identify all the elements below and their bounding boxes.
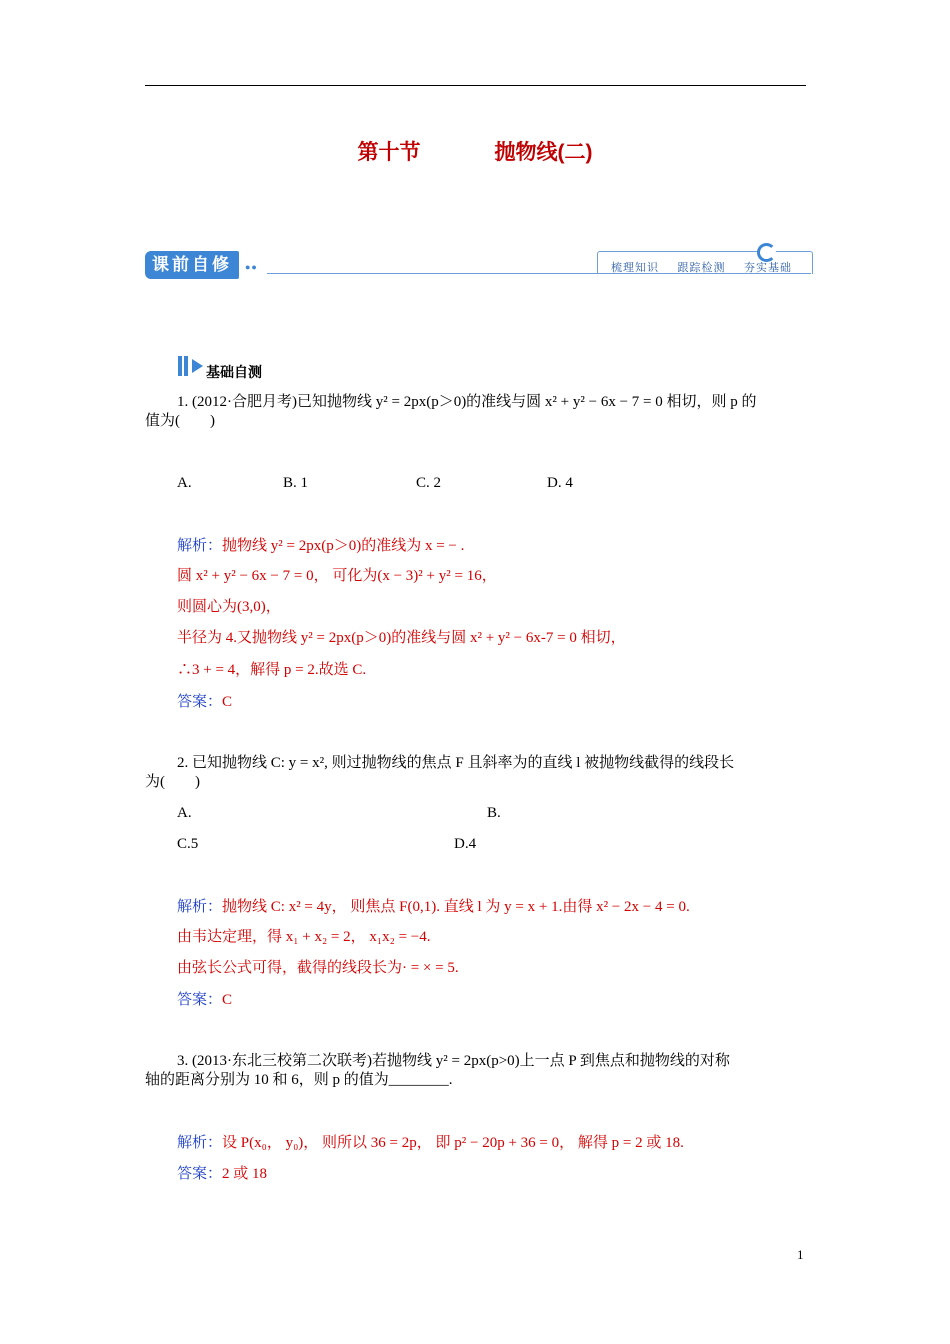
section-label: 基础自测: [206, 365, 262, 381]
banner-badge: 课前自修: [145, 251, 239, 279]
title-section: 第十节: [357, 141, 421, 164]
page-title: [0, 136, 950, 166]
q1-answer-label: 答案：: [177, 692, 223, 710]
q1-stem-line1: 1. (2012·合肥月考)已知抛物线 y² = 2px(p＞0)的准线与圆 x² + y² − 6x − 7 = 0 相切，则 p 的: [177, 394, 757, 410]
q1-option-d: D. 4: [547, 475, 573, 491]
q1-answer: 答案：C: [177, 692, 233, 710]
q1-analysis-label: 解析：: [177, 536, 223, 554]
title-topic: 抛物线(二): [494, 141, 593, 164]
q2-analysis-line1: 解析：抛物线 C: x² = 4y， 则焦点 F(0,1). 直线 l 为 y = x + 1.由得 x² − 2x − 4 = 0.: [177, 897, 690, 915]
q2-answer: 答案：C: [177, 990, 233, 1008]
q2-option-c: C.5: [177, 836, 199, 852]
q3-analysis-label: 解析：: [177, 1133, 223, 1151]
q1-analysis-line4: 半径为 4.又抛物线 y² = 2px(p＞0)的准线与圆 x² + y² − 6x-7 = 0 相切，: [177, 630, 626, 646]
dots-icon: ●●: [245, 262, 258, 272]
q1-option-c: C. 2: [416, 475, 442, 491]
q3-answer-label: 答案：: [177, 1164, 223, 1182]
q2-analysis-line3: 由弦长公式可得，截得的线段长为· = × = 5.: [177, 960, 459, 976]
q1-analysis-line5: ∴3 + = 4，解得 p = 2.故选 C.: [177, 662, 367, 678]
q2-stem-line1: 2. 已知抛物线 C: y = x², 则过抛物线的焦点 F 且斜率为的直线 l 被抛物线截得的线段长: [177, 755, 735, 771]
q1-analysis-line2: 圆 x² + y² − 6x − 7 = 0， 可化为(x − 3)² + y² = 16，: [177, 568, 497, 584]
q2-option-d: D.4: [454, 836, 477, 852]
q2-analysis-label: 解析：: [177, 897, 223, 915]
q3-stem-line1: 3. (2013·东北三校第二次联考)若抛物线 y² = 2px(p>0)上一点 P 到焦点和抛物线的对称: [177, 1053, 730, 1069]
q2-option-b: B.: [487, 805, 501, 821]
q3-analysis-line1: 解析：设 P(x₀， y₀)， 则所以 36 = 2p， 即 p² − 20p + 36 = 0， 解得 p = 2 或 18.: [177, 1133, 684, 1151]
q1-stem-line2: 值为( ): [145, 413, 215, 429]
q1-analysis-line1: 解析：抛物线 y² = 2px(p＞0)的准线为 x = − .: [177, 536, 465, 554]
section-banner: [145, 243, 811, 279]
q2-answer-label: 答案：: [177, 990, 223, 1008]
page-number: 1: [797, 1247, 804, 1262]
q2-analysis-line2: 由韦达定理，得 x₁ + x₂ = 2， x₁x₂ = −4.: [177, 929, 431, 945]
header-rule: [145, 85, 806, 86]
q2-stem-line2: 为( ): [145, 774, 200, 790]
section-bars-icon: [178, 356, 204, 376]
q1-option-b: B. 1: [283, 475, 309, 491]
q3-stem-line2: 轴的距离分别为 10 和 6，则 p 的值为________.: [145, 1072, 453, 1088]
q2-option-a: A.: [177, 805, 192, 821]
q1-option-a: A.: [177, 475, 192, 491]
q1-analysis-line3: 则圆心为(3,0)，: [177, 599, 281, 615]
banner-tags: 梳理知识 跟踪检测 夯实基础: [611, 261, 792, 274]
q3-answer: 答案：2 或 18: [177, 1164, 268, 1182]
